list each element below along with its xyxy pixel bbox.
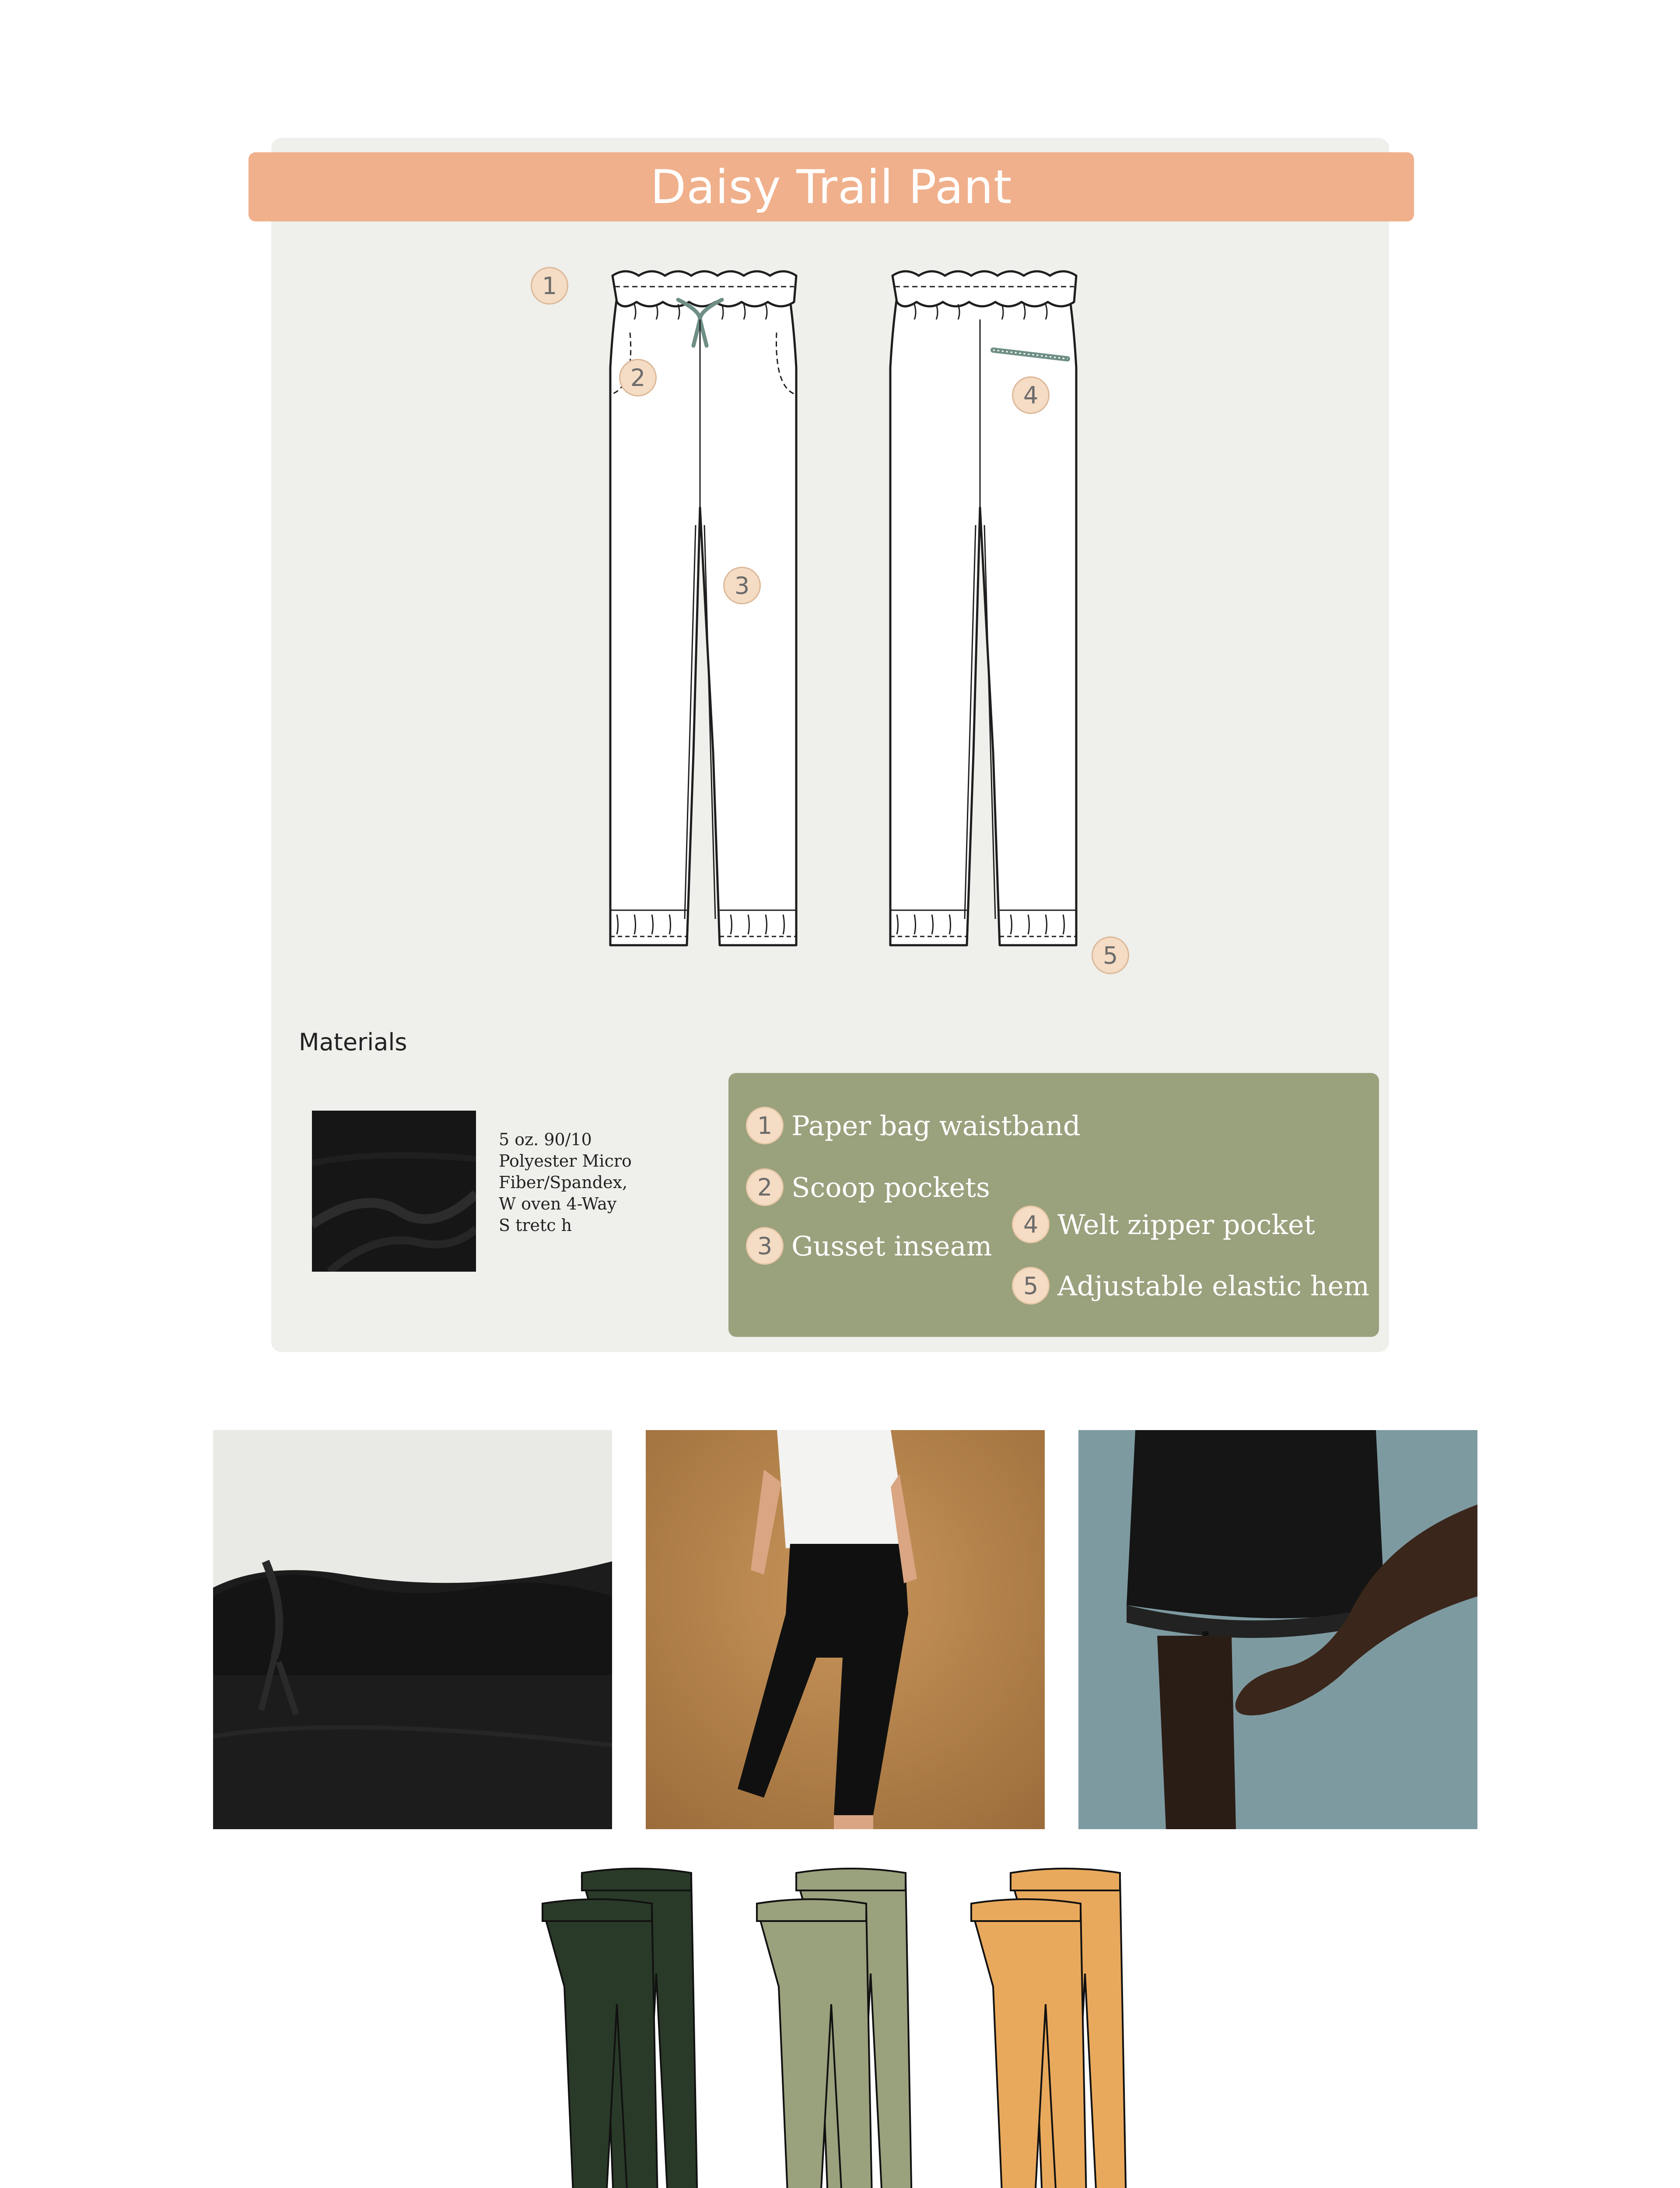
back-flat (890, 271, 1076, 945)
feature-item (746, 1168, 990, 1206)
fabric-line: W oven 4-Way (499, 1194, 617, 1213)
feature-number: 1 (746, 1107, 784, 1144)
title-banner (248, 152, 1414, 221)
feature-item (746, 1227, 992, 1265)
colorway-forest (542, 1869, 698, 2188)
fabric-swatch (312, 1111, 476, 1272)
callout-4: 4 (1012, 376, 1050, 414)
product-title: Daisy Trail Pant (650, 160, 1012, 214)
fabric-line: S tretc h (499, 1216, 572, 1235)
waistband-closeup-photo (213, 1430, 612, 1829)
feature-label: Welt zipper pocket (1057, 1208, 1315, 1241)
fabric-line: Polyester Micro (499, 1151, 632, 1171)
fabric-line: Fiber/Spandex, (499, 1173, 628, 1192)
feature-item (1012, 1267, 1369, 1304)
feature-item (1012, 1206, 1315, 1243)
colorway-sage (757, 1869, 912, 2188)
hem-adjust-photo (1078, 1430, 1477, 1829)
materials-heading: Materials (299, 1028, 407, 1056)
feature-label: Adjustable elastic hem (1057, 1269, 1370, 1302)
model-full-length-photo (646, 1430, 1045, 1829)
feature-number: 2 (746, 1168, 784, 1206)
feature-number: 5 (1012, 1267, 1050, 1304)
feature-label: Scoop pockets (791, 1171, 990, 1203)
feature-label: Paper bag waistband (791, 1109, 1081, 1142)
callout-5: 5 (1092, 936, 1129, 974)
colorway-mustard (971, 1869, 1127, 2188)
feature-list (728, 1073, 1379, 1337)
callout-3: 3 (723, 567, 761, 604)
fabric-spec (499, 1129, 639, 1236)
callout-1: 1 (531, 267, 568, 305)
colorways (516, 1864, 1164, 2188)
callout-2: 2 (619, 359, 657, 396)
feature-label: Gusset inseam (791, 1230, 992, 1262)
feature-number: 3 (746, 1227, 784, 1265)
feature-number: 4 (1012, 1206, 1050, 1243)
fabric-line: 5 oz. 90/10 (499, 1130, 592, 1149)
feature-item (746, 1107, 1081, 1144)
